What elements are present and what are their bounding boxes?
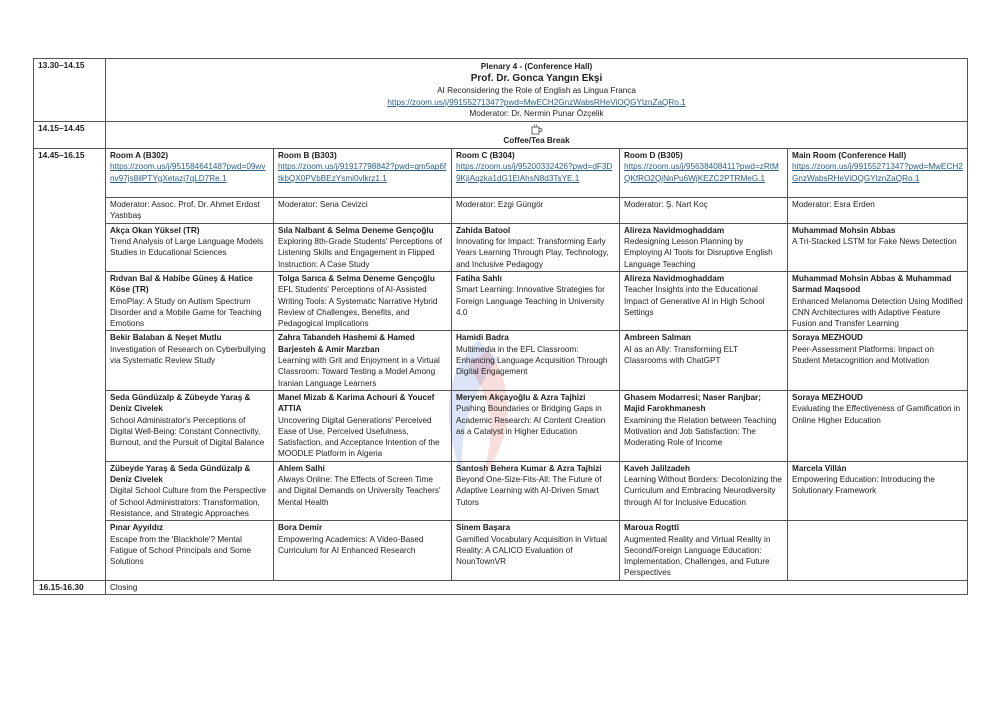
presentation-cell: [620, 331, 788, 390]
presenter-name: Muhammad Mohsin Abbas: [792, 225, 896, 235]
presentation-title: Gamified Vocabulary Acquisition in Virtual Reality: A CALICO Evaluation of NounTownVR: [456, 534, 607, 567]
presentation-cell: [274, 461, 452, 520]
presenter-name: Pınar Ayyıldız: [110, 523, 164, 533]
presenter-name: Ghasem Modarresi; Naser Ranjbar; Majid Farokhmanesh: [624, 392, 761, 414]
presentation-cell: [106, 521, 274, 580]
presentation-title: Redesigning Lesson Planning by Employing AI Tools for Disruptive English Language Teaching: [624, 237, 773, 269]
presentation-cell: [452, 390, 620, 461]
presentation-title: Learning with Grit and Enjoyment in a Virtual Classroom: Toward Testing a Model Among Iranian Language Learners: [278, 356, 440, 388]
presentation-title: Beyond One-Size-Fits-All: The Future of Adaptive Learning with AI-Driven Smart Tutors: [456, 475, 602, 507]
presentation-title: Trend Analysis of Large Language Models Studies in Educational Sciences: [110, 237, 264, 258]
moderator-cell: Moderator: Assoc. Prof. Dr. Ahmet Erdost Yastıbaş: [106, 198, 274, 224]
presentation-title: AI as an Ally: Transforming ELT Classrooms with ChatGPT: [624, 344, 738, 366]
presentation-row: [34, 271, 968, 330]
plenary-row: [34, 59, 968, 122]
presentation-cell-empty: [788, 521, 968, 580]
presentation-title: EFL Students' Perceptions of AI-Assisted Writing Tools: A Systematic Narrative Hybrid Review of Challenges, Benefits, and Pedagogical Implications: [278, 285, 438, 329]
presentation-cell: [106, 390, 274, 461]
presentation-title: Innovating for Impact: Transforming Early Years Learning Through Play, Technology, and Inclusive Pedagogy: [456, 237, 609, 269]
presentation-title: Empowering Education: Introducing the Solutionary Framework: [792, 475, 935, 496]
presentation-cell: [274, 331, 452, 390]
presentation-title: Escape from the 'Blackhole'? Mental Fatigue of School Principals and Some Solutions: [110, 534, 252, 567]
presenter-name: Alireza Navidmoghaddam: [624, 273, 725, 283]
room-zoom-link[interactable]: https://zoom.us/j/95638408411?pwd=zRtMQKfRO2QjNnPu6WjKEZC2PTRMeG.1: [624, 162, 779, 183]
presentation-cell: [788, 461, 968, 520]
presenter-name: Tolga Sarıca & Selma Deneme Gençoğlu: [278, 273, 435, 283]
moderator-cell: Moderator: Sena Cevizci: [274, 198, 452, 224]
presentation-title: Digital School Culture from the Perspective of School Administrators: Transformation, Resistance, and Strategic Approaches: [110, 486, 267, 518]
presenter-name: Zübeyde Yaraş & Seda Gündüzalp & Deniz Civelek: [110, 463, 251, 485]
plenary-speaker: Prof. Dr. Gonca Yangın Ekşi: [470, 73, 603, 85]
presentation-row: [34, 223, 968, 271]
presentation-cell: [106, 461, 274, 520]
presenter-name: Manel Mizab & Karima Achouri & Youcef ATTIA: [278, 392, 435, 414]
presentation-title: EmoPlay: A Study on Autism Spectrum Disorder and a Mobile Game for Teaching Emotions: [110, 296, 262, 329]
presentation-cell: [274, 390, 452, 461]
room-name: Room C (B304): [456, 151, 515, 161]
room-header-d: [620, 149, 788, 198]
break-time: 14.15–14.45: [34, 122, 106, 149]
room-zoom-link[interactable]: https://zoom.us/j/91917798842?pwd=qm5ap6ftkbQX0PVbBEzYsmi0vlkrz1.1: [278, 162, 447, 183]
plenary-topic: AI Reconsidering the Role of English as Lingua Franca: [437, 86, 636, 96]
presentation-row: [34, 461, 968, 520]
presentation-cell: [106, 331, 274, 390]
coffee-cup-icon: [531, 124, 543, 135]
presentation-title: Exploring 8th-Grade Students' Perceptions of Listening Skills and Engagement in Flipped Instruction: A Case Study: [278, 237, 443, 269]
presentation-title: Teacher Insights into the Educational Impact of Generative AI in High School Settings: [624, 285, 765, 317]
session-time: 14.45–16.15: [34, 149, 106, 581]
presenter-name: Muhammad Mohsin Abbas & Muhammad Sarmad Maqsood: [792, 273, 952, 295]
presentation-row: [34, 331, 968, 390]
presentation-cell: [620, 223, 788, 271]
presenter-name: Maroua Rogtti: [624, 523, 680, 533]
closing-time: 16.15-16.30: [34, 580, 106, 594]
schedule-table: [33, 58, 968, 595]
presentation-title: Augmented Reality and Virtual Reality in Second/Foreign Language Education: Implementation, Challenges, and Future Perspectives: [624, 534, 771, 578]
presenter-name: Soraya MEZHOUD: [792, 333, 863, 343]
room-header-main: [788, 149, 968, 198]
presentation-cell: [106, 223, 274, 271]
room-name: Room B (B303): [278, 151, 337, 161]
presentation-title: Evaluating the Effectiveness of Gamification in Online Higher Education: [792, 404, 961, 425]
presentation-title: Learning Without Borders: Decolonizing the Curriculum and Embracing Neurodiversity through AI for Inclusive Education: [624, 475, 782, 507]
presentation-title: School Administrator's Perceptions of Digital Well-Being: Constant Connectivity, Burnout, and the Pursuit of Digital Balance: [110, 415, 265, 448]
presentation-title: Enhanced Melanoma Detection Using Modified CNN Architectures with Adaptive Feature Fusion and Transfer Learning: [792, 296, 963, 329]
presenter-name: Seda Gündüzalp & Zübeyde Yaraş & Deniz Civelek: [110, 392, 251, 414]
presentation-title: Multimedia in the EFL Classroom: Enhancing Language Acquisition Through Digital Engagement: [456, 344, 608, 377]
presentation-cell: [452, 271, 620, 330]
presentation-row: [34, 390, 968, 461]
presenter-name: Alireza Navidmoghaddam: [624, 225, 725, 235]
moderator-cell: Moderator: Ezgi Güngör: [452, 198, 620, 224]
presentation-cell: [106, 271, 274, 330]
presenter-name: Rıdvan Bal & Habibe Güneş & Hatice Köse (TR): [110, 273, 253, 295]
presenter-name: Sinem Başara: [456, 523, 511, 533]
presenter-name: Ahlem Salhi: [278, 463, 325, 473]
presentation-title: Investigation of Research on Cyberbullying via Systematic Review Study: [110, 344, 266, 366]
room-zoom-link[interactable]: https://zoom.us/j/95200332426?pwd=dF3D9KjiAqzka1dG1ElAhsN8d3TsYE.1: [456, 162, 613, 183]
presentation-cell: [274, 223, 452, 271]
presenter-name: Soraya MEZHOUD: [792, 392, 863, 402]
room-zoom-link[interactable]: https://zoom.us/j/99155271347?pwd=MwECH2GnzWabsRHeViOQGYlznZaQRo.1: [792, 162, 963, 183]
presentation-cell: [620, 271, 788, 330]
presentation-title: A Tri-Stacked LSTM for Fake News Detection: [792, 237, 957, 247]
presentation-title: Always Online: The Effects of Screen Time and Digital Demands on University Teachers' Mental Health: [278, 475, 441, 507]
presentation-cell: [788, 390, 968, 461]
presentation-cell: [788, 223, 968, 271]
presentation-title: Smart Learning: Innovative Strategies for Foreign Language Teaching in University 4.0: [456, 285, 605, 317]
presenter-name: Bekir Balaban & Neşet Mutlu: [110, 333, 222, 343]
presenter-name: Hamidi Badra: [456, 333, 509, 343]
presenter-name: Ambreen Salman: [624, 333, 691, 343]
room-header-row: [34, 149, 968, 198]
presenter-name: Akça Okan Yüksel (TR): [110, 225, 200, 235]
presentation-cell: [452, 521, 620, 580]
presentation-title: Examining the Relation between Teaching Motivation and Job Satisfaction: The Moderating Role of Income: [624, 415, 777, 448]
presentation-cell: [452, 331, 620, 390]
presenter-name: Sıla Nalbant & Selma Deneme Gençoğlu: [278, 225, 434, 235]
room-name: Main Room (Conference Hall): [792, 151, 907, 161]
presentation-title: Empowering Academics: A Video-Based Curriculum for AI Enhanced Research: [278, 534, 424, 555]
presenter-name: Meryem Akçayoğlu & Azra Tajhizi: [456, 392, 586, 402]
plenary-zoom-link[interactable]: https://zoom.us/j/99155271347?pwd=MwECH2GnzWabsRHeViOQGYlznZaQRo.1: [387, 97, 686, 107]
presentation-row: [34, 521, 968, 580]
presenter-name: Fatiha Sahlı: [456, 273, 502, 283]
break-cell: [106, 122, 968, 149]
presenter-name: Marcela Villán: [792, 463, 847, 473]
plenary-moderator: Moderator: Dr. Nermin Punar Özçelik: [469, 108, 604, 118]
presentation-cell: [274, 521, 452, 580]
room-name: Room A (B302): [110, 151, 169, 161]
presentation-cell: [452, 223, 620, 271]
presenter-name: Bora Demir: [278, 523, 323, 533]
presentation-cell: [274, 271, 452, 330]
room-zoom-link[interactable]: https://zoom.us/j/95158464148?pwd=09wvnv97js8ilPTYgXetazj7qLD7Re.1: [110, 162, 266, 183]
plenary-heading: Plenary 4 - (Conference Hall): [480, 62, 593, 71]
room-header-c: [452, 149, 620, 198]
presenter-name: Kaveh Jalilzadeh: [624, 463, 690, 473]
room-header-a: [106, 149, 274, 198]
break-row: [34, 122, 968, 149]
moderator-row: [34, 198, 968, 224]
presentation-title: Peer-Assessment Platforms: Impact on Student Metacognition and Motivation: [792, 344, 934, 366]
plenary-time: 13.30–14.15: [34, 59, 106, 122]
presentation-cell: [620, 521, 788, 580]
presenter-name: Zahra Tabandeh Hashemi & Hamed Barjesteh & Amir Marzban: [278, 333, 415, 354]
plenary-cell: [106, 59, 968, 122]
closing-label: Closing: [106, 580, 968, 594]
presenter-name: Santosh Behera Kumar & Azra Tajhizi: [456, 463, 602, 473]
presenter-name: Zahida Batool: [456, 225, 511, 235]
room-header-b: [274, 149, 452, 198]
room-name: Room D (B305): [624, 151, 683, 161]
presentation-title: Uncovering Digital Generations' Perceived Ease of Use, Perceived Usefulness, Satisfaction, and Acceptance Intention of the MOODLE Platform in Algeria: [278, 415, 440, 459]
presentation-title: Pushing Boundaries or Bridging Gaps in Academic Research: AI Content Creation as a Catalyst in Higher Education: [456, 404, 606, 436]
presentation-cell: [620, 461, 788, 520]
presentation-cell: [788, 331, 968, 390]
presentation-cell: [620, 390, 788, 461]
presentation-cell: [452, 461, 620, 520]
closing-row: [34, 580, 968, 594]
moderator-cell: Moderator: Esra Erden: [788, 198, 968, 224]
moderator-cell: Moderator: Ş. Nart Koç: [620, 198, 788, 224]
break-label: Coffee/Tea Break: [503, 136, 570, 146]
presentation-cell: [788, 271, 968, 330]
